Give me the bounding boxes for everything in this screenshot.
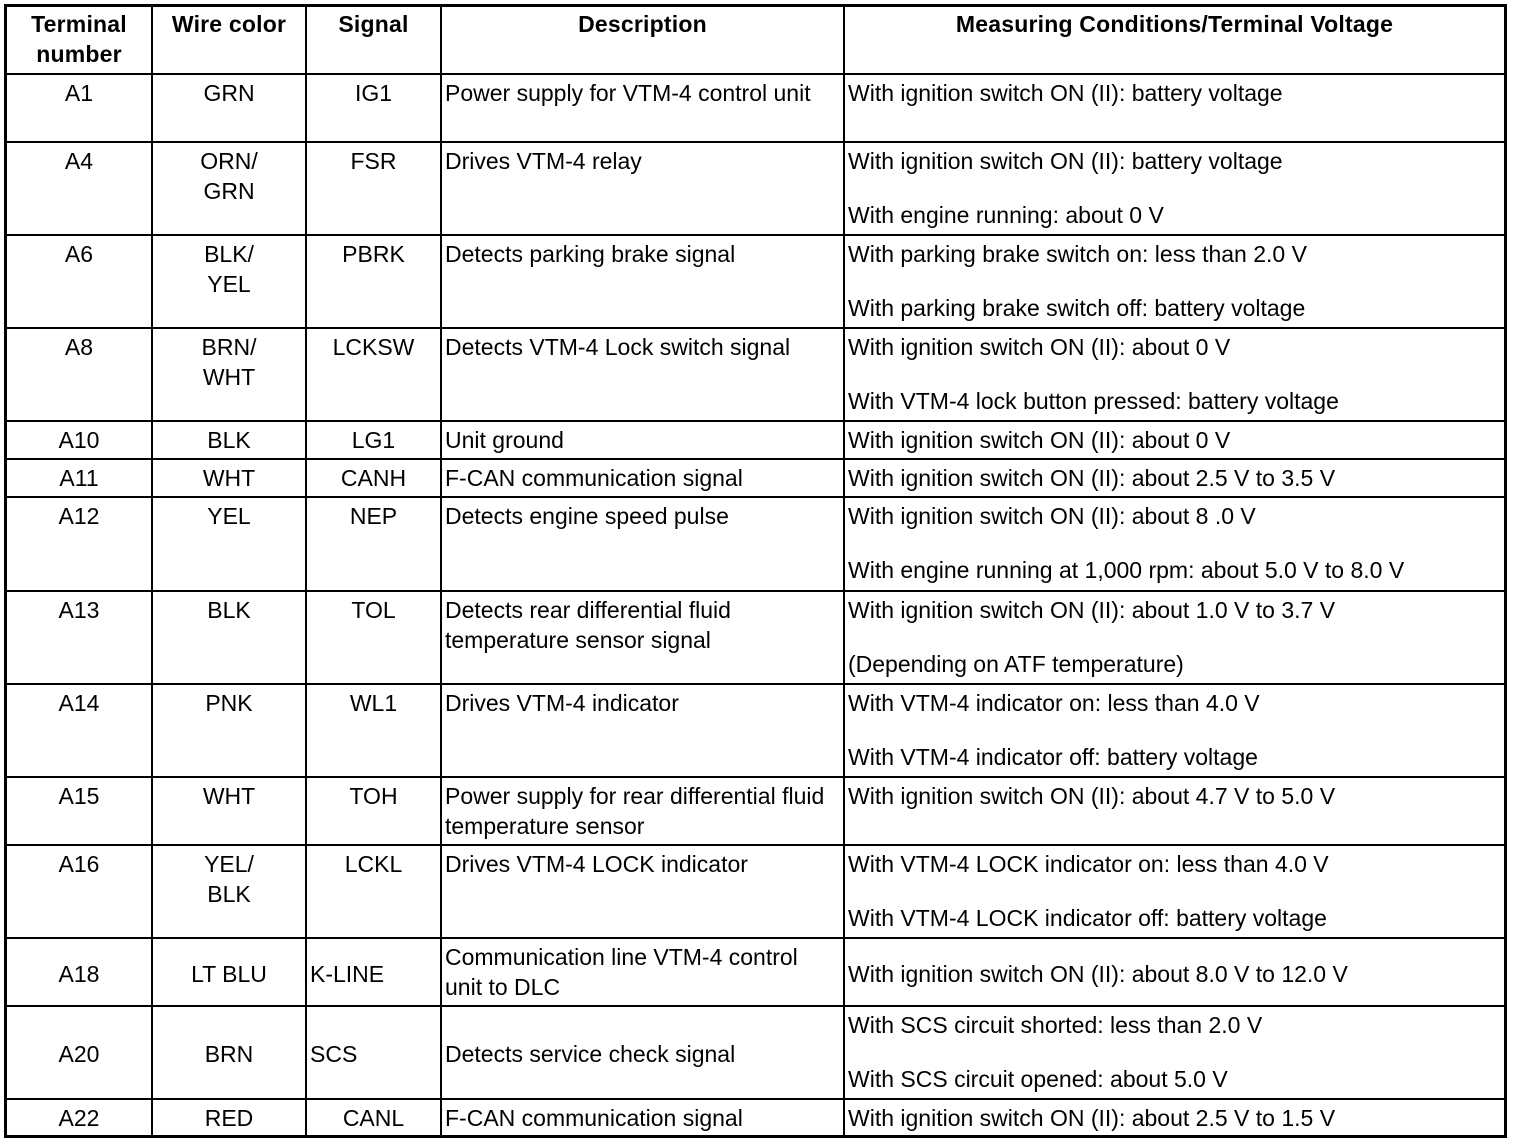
description-cell: Drives VTM-4 LOCK indicator [441, 845, 844, 938]
wire-color-cell: PNK [152, 684, 306, 777]
conditions-cell [844, 684, 1504, 777]
conditions-cell [844, 142, 1504, 235]
condition-spacer [848, 531, 1501, 555]
condition-line: With ignition switch ON (II): about 4.7 V to 5.0 V [848, 783, 1336, 809]
condition-spacer [848, 269, 1501, 293]
terminal-cell: A18 [7, 938, 152, 1006]
header-measuring-conditions: Measuring Conditions/Terminal Voltage [844, 7, 1504, 74]
table-row [7, 459, 1504, 497]
wire-color-text: BRN/ WHT [201, 334, 257, 390]
description-cell [441, 591, 844, 684]
conditions-cell [844, 938, 1504, 1006]
table-row [7, 845, 1504, 938]
condition-line: With engine running: about 0 V [848, 202, 1164, 228]
conditions-cell [844, 1099, 1504, 1135]
signal-cell: PBRK [306, 235, 441, 328]
condition-line: With VTM-4 indicator on: less than 4.0 V [848, 690, 1260, 716]
signal-cell: IG1 [306, 74, 441, 142]
description-text: Communication line VTM-4 control unit to DLC [445, 944, 798, 1000]
condition-line: With ignition switch ON (II): about 0 V [848, 334, 1231, 360]
description-cell: Detects VTM-4 Lock switch signal [441, 328, 844, 421]
condition-line: (Depending on ATF temperature) [848, 651, 1184, 677]
condition-line: With ignition switch ON (II): about 2.5 V to 1.5 V [848, 1105, 1336, 1131]
terminal-cell: A6 [7, 235, 152, 328]
signal-cell: CANH [306, 459, 441, 497]
wire-color-cell: RED [152, 1099, 306, 1135]
terminal-voltage-table [7, 7, 1504, 1135]
terminal-cell: A22 [7, 1099, 152, 1135]
signal-cell: K-LINE [306, 938, 441, 1006]
wire-color-text: YEL/ BLK [204, 851, 254, 907]
condition-line: With parking brake switch off: battery voltage [848, 295, 1306, 321]
signal-cell: NEP [306, 497, 441, 591]
condition-line: With VTM-4 indicator off: battery voltage [848, 744, 1258, 770]
wire-color-cell: WHT [152, 459, 306, 497]
condition-spacer [848, 718, 1501, 742]
table-header-row [7, 7, 1504, 74]
description-cell: Detects service check signal [441, 1006, 844, 1099]
wire-color-cell: WHT [152, 777, 306, 845]
table-row [7, 328, 1504, 421]
condition-line: With ignition switch ON (II): battery voltage [848, 80, 1283, 106]
condition-line: With VTM-4 lock button pressed: battery voltage [848, 388, 1339, 414]
terminal-voltage-table-container [4, 4, 1507, 1138]
conditions-cell [844, 459, 1504, 497]
signal-cell: LCKL [306, 845, 441, 938]
wire-color-cell: BLK [152, 421, 306, 459]
description-cell: Unit ground [441, 421, 844, 459]
table-row [7, 235, 1504, 328]
condition-line: With ignition switch ON (II): battery voltage [848, 148, 1283, 174]
header-wire-color: Wire color [152, 7, 306, 74]
signal-cell: CANL [306, 1099, 441, 1135]
description-text: Power supply for VTM-4 control unit [445, 80, 811, 106]
terminal-cell: A11 [7, 459, 152, 497]
terminal-cell: A16 [7, 845, 152, 938]
description-cell [441, 938, 844, 1006]
signal-cell: WL1 [306, 684, 441, 777]
condition-spacer [848, 362, 1501, 386]
wire-color-cell: BLK [152, 591, 306, 684]
conditions-cell [844, 497, 1504, 591]
description-cell [441, 74, 844, 142]
conditions-cell [844, 74, 1504, 142]
signal-cell: TOL [306, 591, 441, 684]
terminal-cell: A14 [7, 684, 152, 777]
condition-line: With ignition switch ON (II): about 1.0 V to 3.7 V [848, 597, 1336, 623]
conditions-cell [844, 845, 1504, 938]
terminal-cell: A15 [7, 777, 152, 845]
table-row [7, 684, 1504, 777]
condition-line: With ignition switch ON (II): about 8 .0 V [848, 503, 1256, 529]
table-row [7, 1006, 1504, 1099]
wire-color-cell: BRN [152, 1006, 306, 1099]
wire-color-cell: LT BLU [152, 938, 306, 1006]
table-row [7, 74, 1504, 142]
condition-line: With ignition switch ON (II): about 8.0 V to 12.0 V [848, 960, 1348, 987]
description-cell: F-CAN communication signal [441, 1099, 844, 1135]
wire-color-text: BLK/ YEL [204, 241, 254, 297]
description-cell: Detects parking brake signal [441, 235, 844, 328]
signal-cell: LG1 [306, 421, 441, 459]
conditions-cell [844, 591, 1504, 684]
table-row [7, 497, 1504, 591]
condition-line: With SCS circuit opened: about 5.0 V [848, 1066, 1228, 1092]
description-cell: F-CAN communication signal [441, 459, 844, 497]
condition-line: With SCS circuit shorted: less than 2.0 V [848, 1012, 1263, 1038]
terminal-cell: A12 [7, 497, 152, 591]
condition-line: With VTM-4 LOCK indicator on: less than 4.0 V [848, 851, 1329, 877]
wire-color-cell: GRN [152, 74, 306, 142]
terminal-cell: A13 [7, 591, 152, 684]
table-row [7, 421, 1504, 459]
table-row [7, 777, 1504, 845]
condition-spacer [848, 176, 1501, 200]
wire-color-cell [152, 845, 306, 938]
table-row [7, 142, 1504, 235]
description-cell: Detects engine speed pulse [441, 497, 844, 591]
wire-color-cell [152, 328, 306, 421]
condition-line: With ignition switch ON (II): about 2.5 V to 3.5 V [848, 465, 1336, 491]
wire-color-cell: YEL [152, 497, 306, 591]
wire-color-cell [152, 235, 306, 328]
header-description: Description [441, 7, 844, 74]
terminal-cell: A8 [7, 328, 152, 421]
terminal-cell: A4 [7, 142, 152, 235]
description-cell: Drives VTM-4 relay [441, 142, 844, 235]
conditions-cell [844, 421, 1504, 459]
signal-cell: SCS [306, 1006, 441, 1099]
conditions-cell [844, 1006, 1504, 1099]
table-row [7, 1099, 1504, 1135]
condition-line: With engine running at 1,000 rpm: about 5.0 V to 8.0 V [848, 557, 1405, 583]
header-terminal-number: Terminal number [7, 7, 152, 74]
conditions-cell [844, 777, 1504, 845]
terminal-cell: A20 [7, 1006, 152, 1099]
table-row [7, 938, 1504, 1006]
condition-spacer [848, 625, 1501, 649]
condition-line: With ignition switch ON (II): about 0 V [848, 427, 1231, 453]
signal-cell: TOH [306, 777, 441, 845]
signal-cell: FSR [306, 142, 441, 235]
description-cell [441, 777, 844, 845]
condition-line: With parking brake switch on: less than 2.0 V [848, 241, 1307, 267]
terminal-cell: A10 [7, 421, 152, 459]
description-text: Power supply for rear differential fluid temperature sensor [445, 783, 825, 839]
wire-color-cell [152, 142, 306, 235]
terminal-cell: A1 [7, 74, 152, 142]
description-cell: Drives VTM-4 indicator [441, 684, 844, 777]
conditions-cell [844, 235, 1504, 328]
table-row [7, 591, 1504, 684]
condition-spacer [848, 1040, 1501, 1064]
header-signal: Signal [306, 7, 441, 74]
condition-line: With VTM-4 LOCK indicator off: battery voltage [848, 905, 1327, 931]
signal-cell: LCKSW [306, 328, 441, 421]
description-text: Detects rear differential fluid temperature sensor signal [445, 597, 731, 653]
wire-color-text: ORN/ GRN [200, 148, 258, 204]
conditions-cell [844, 328, 1504, 421]
condition-spacer [848, 879, 1501, 903]
